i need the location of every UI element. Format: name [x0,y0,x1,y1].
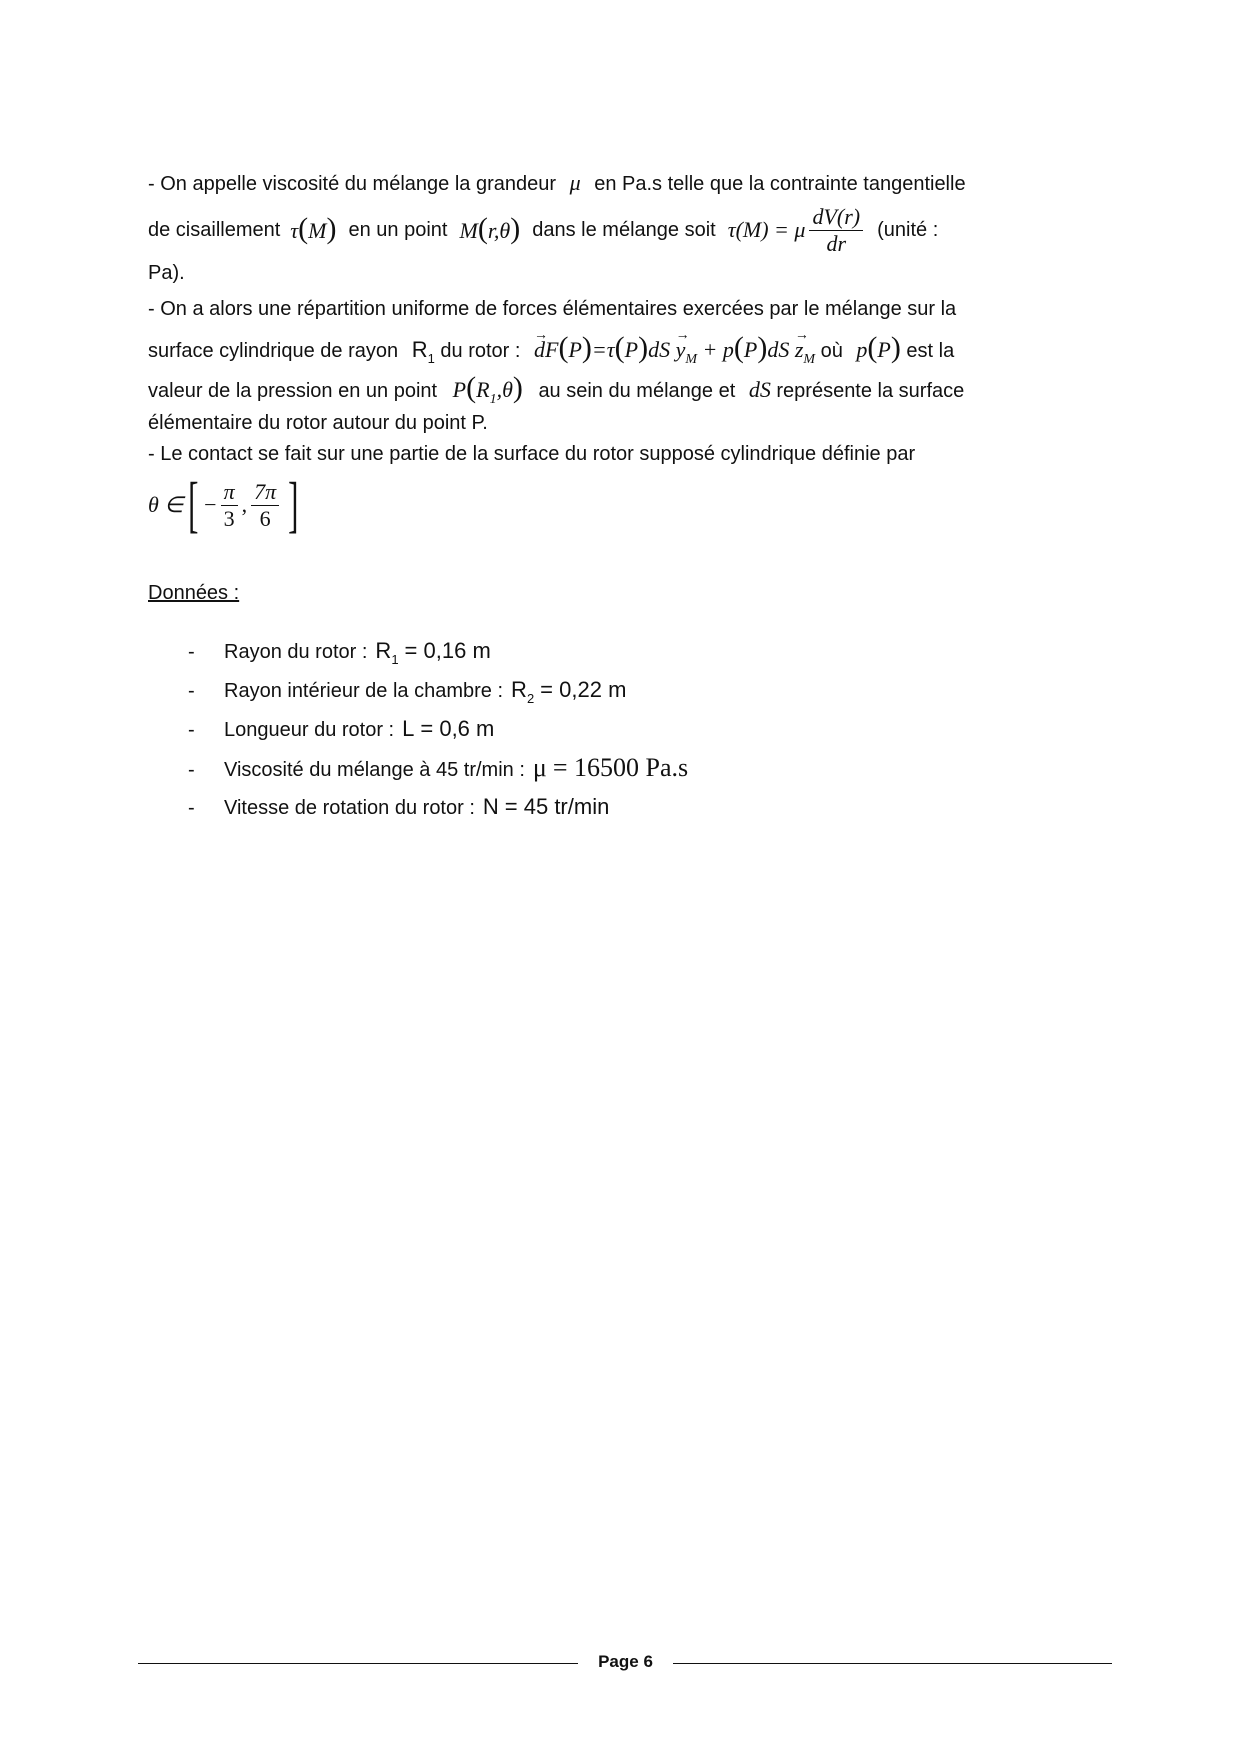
footer-rule-right [673,1663,1112,1664]
dS-symbol: dS [748,377,771,402]
force-line-3: valeur de la pression en un point $P(R_1,\theta)$ au sein du mélange et dS représente la surface [148,371,965,407]
force-equation: → $dF(P)=\tau(P)dS \to y_M + p(P)dS \to z_M$ [534,337,821,362]
viscosity-line-2: de cisaillement τ(M) en un point M(r,θ) dans le mélange soit τ(M) = μ $\frac{dV(r)}{dr}$ (unité : [148,203,939,256]
list-item: - Viscosité du mélange à 45 tr/min : μ = 16500 Pa.s [188,753,689,782]
page-number: Page 6 [598,1652,653,1671]
point-M: M(r,θ) [459,212,521,245]
list-item: - Longueur du rotor : L = 0,6 m [188,716,495,741]
force-paragraph: - On a alors une répartition uniforme de forces élémentaires exercées par le mélange sur la surface cylindrique de rayon $R_1$ du rotor : → $dF(P)=\tau(P)dS \to y_M + p(P)dS \to z_M$ où p(P) est la valeur de la pression en un point $P(R_1,\theta)$ au sein du mélange et dS représente la surface élémentaire du rotor autour du point P. [148,290,1100,438]
interval-upper-fraction: $\frac{7\pi}{6}$ [251,479,279,532]
pressure-symbol: p(P) [856,331,901,364]
contact-paragraph: - Le contact se fait sur une partie de la surface du rotor supposé cylindrique définie par θ ∈ [ − $\frac{\pi}{3}$ , $\frac{7\pi}{6}$ ] [148,438,1100,540]
shear-equation: τ(M) = μ [727,217,806,242]
viscosity-line-1: - On appelle viscosité du mélange la grandeur μ en Pa.s telle que la contrainte tangentielle [148,170,966,195]
list-item: - Rayon intérieur de la chambre : $R_2$ = 0,22 m [188,677,627,706]
right-bracket: ] [288,471,299,539]
document-body [148,170,1100,833]
viscosity-paragraph [148,170,1100,286]
list-item: - Rayon du rotor : $R_1$ = 0,16 m [188,638,491,667]
list-item: - Vitesse de rotation du rotor : N = 45 tr/min [188,794,610,819]
donnees-list [188,638,1100,833]
point-P: $P(R_1,\theta)$ [452,371,523,407]
theta-interval: θ ∈ [ − $\frac{\pi}{3}$ , $\frac{7\pi}{6}$ ] [148,471,299,539]
viscosity-line-3: Pa). [148,262,185,284]
force-line-2: surface cylindrique de rayon $R_1$ du rotor : → $dF(P)=\tau(P)dS \to y_M + p(P)dS \to z_M$ où p(P) est la [148,328,1100,368]
tau-of-M: τ(M) [290,212,337,245]
velocity-derivative-fraction: $\frac{dV(r)}{dr}$ [809,204,863,257]
footer-rule-left [138,1663,578,1664]
page-footer [138,1650,1112,1676]
mu-symbol: μ [569,170,581,195]
left-bracket: [ [188,471,199,539]
interval-lower-fraction: $\frac{\pi}{3}$ [221,479,238,532]
donnees-title: Données : [148,582,240,604]
